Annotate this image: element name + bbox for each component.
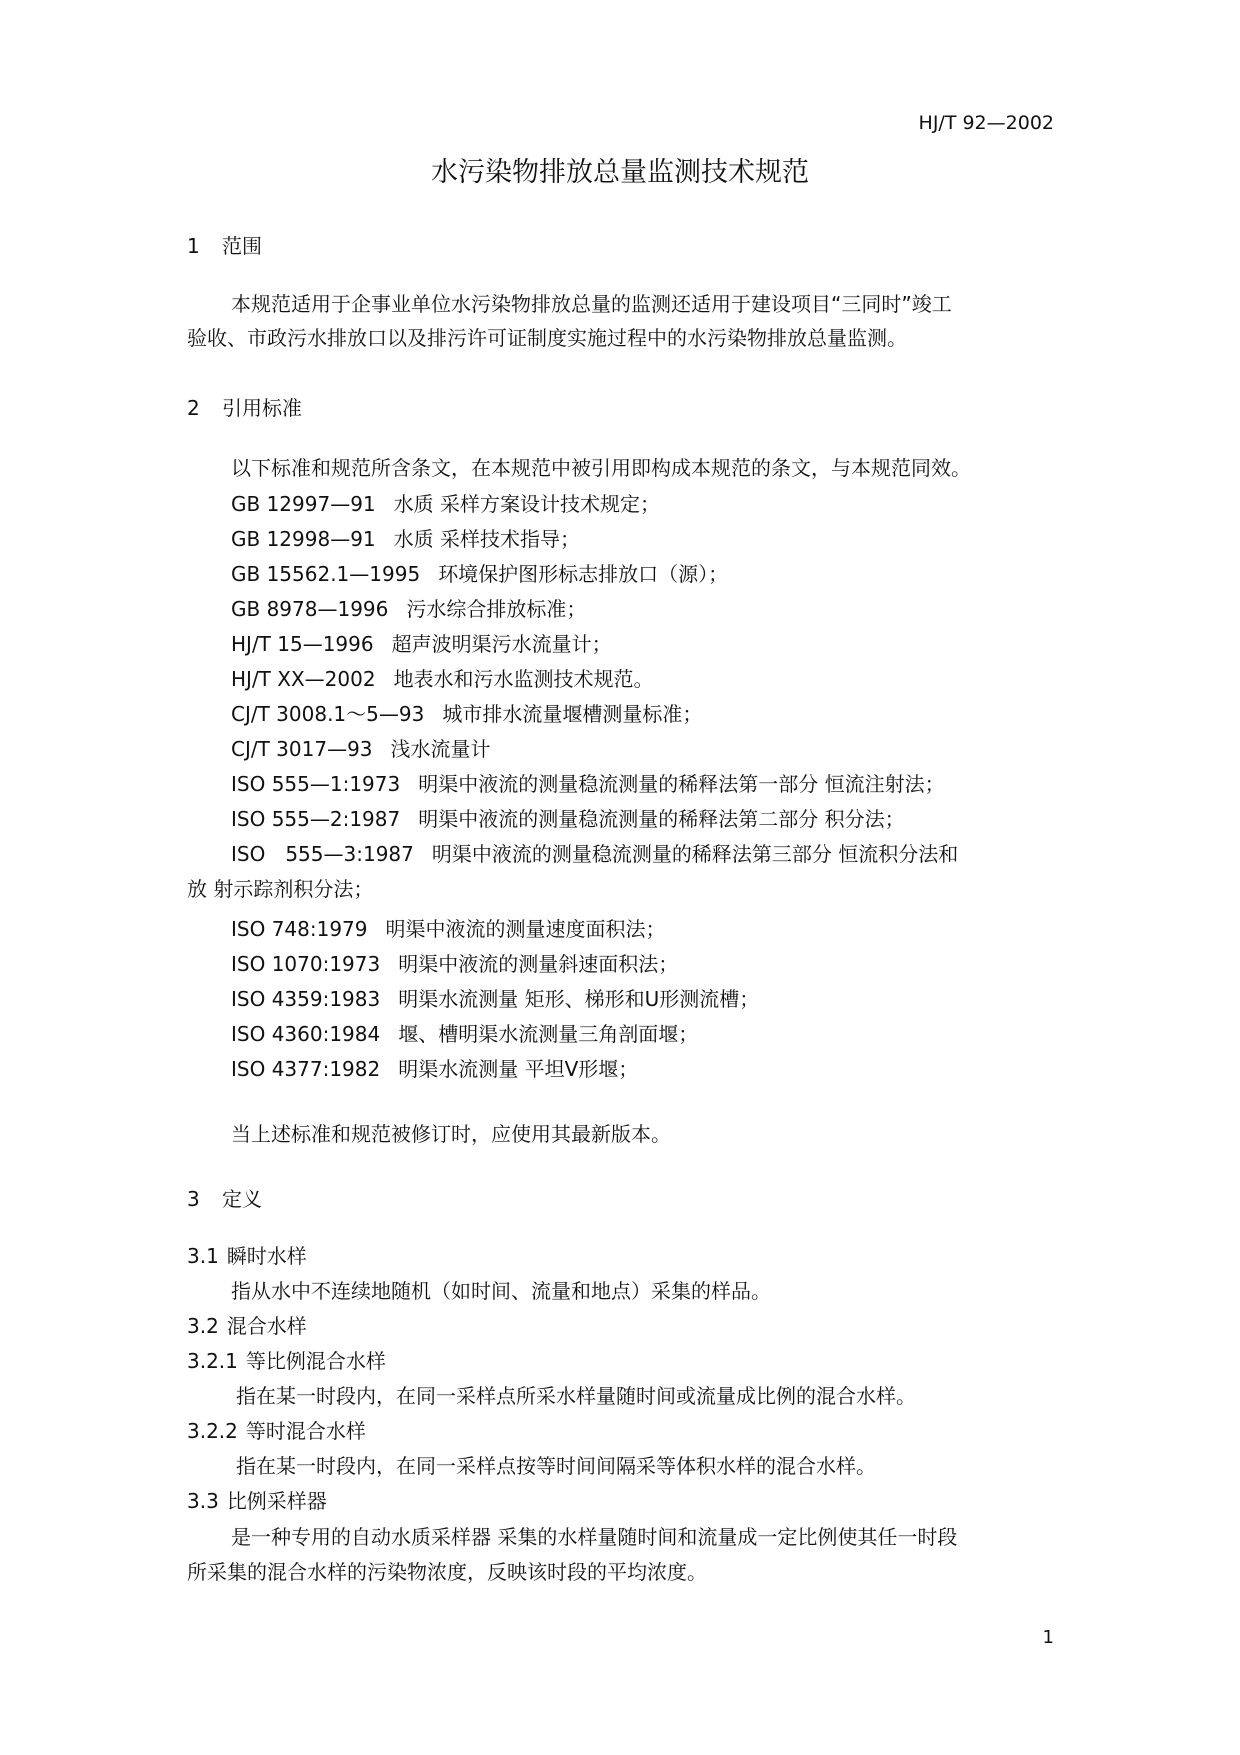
- reference-item: [231, 628, 612, 657]
- definition-text: 指从水中不连续地随机（如时间、流量和地点）采集的样品。: [231, 1279, 771, 1303]
- page-number: 1: [1042, 1627, 1054, 1648]
- reference-title: 水质 采样方案设计技术规定；: [393, 492, 661, 516]
- reference-continuation: 放 射示踪剂积分法；: [187, 877, 374, 901]
- definition-text: 指在某一时段内，在同一采样点所采水样量随时间或流量成比例的混合水样。: [236, 1384, 916, 1408]
- definition-heading: [187, 1240, 307, 1269]
- definition-heading: [187, 1415, 366, 1444]
- reference-code: GB 12997—91: [231, 492, 376, 516]
- reference-code: ISO 4359:1983: [231, 987, 381, 1011]
- reference-item: [231, 803, 905, 832]
- section-heading-definitions: [187, 1183, 262, 1212]
- references-closing: 当上述标准和规范被修订时，应使用其最新版本。: [231, 1122, 671, 1146]
- definition-number: 3.2.1: [187, 1349, 238, 1373]
- definition-heading: [187, 1485, 327, 1514]
- reference-code: ISO 555—1:1973: [231, 772, 401, 796]
- reference-item: [231, 523, 580, 552]
- section-number: 1: [187, 234, 200, 258]
- definition-heading: [187, 1345, 386, 1374]
- definition-number: 3.3: [187, 1489, 219, 1513]
- reference-title: 明渠中液流的测量稳流测量的稀释法第二部分 积分法；: [418, 807, 905, 831]
- definition-title: 混合水样: [226, 1314, 307, 1338]
- reference-item: [231, 948, 678, 977]
- definition-title: 比例采样器: [226, 1489, 327, 1513]
- definition-number: 3.1: [187, 1244, 219, 1268]
- section-number: 3: [187, 1187, 200, 1211]
- reference-item: [231, 768, 945, 797]
- reference-item: [231, 913, 666, 942]
- reference-code: HJ/T XX—2002: [231, 667, 376, 691]
- reference-code: GB 8978—1996: [231, 597, 389, 621]
- definition-text: 指在某一时段内，在同一采样点按等时间间隔采等体积水样的混合水样。: [236, 1454, 876, 1478]
- reference-title: 环境保护图形标志排放口（源）；: [438, 562, 729, 586]
- reference-title: 堰、槽明渠水流测量三角剖面堰；: [398, 1022, 699, 1046]
- reference-code: ISO 555—2:1987: [231, 807, 401, 831]
- section-heading-references: [187, 392, 302, 421]
- section-title: 范围: [222, 234, 262, 258]
- scope-line-1: 本规范适用于企事业单位水污染物排放总量的监测还适用于建设项目“三同时”竣工: [231, 292, 952, 316]
- section-title: 定义: [222, 1187, 262, 1211]
- reference-title: 地表水和污水监测技术规范。: [393, 667, 654, 691]
- definition-title: 瞬时水样: [226, 1244, 307, 1268]
- reference-code: CJ/T 3017—93: [231, 737, 373, 761]
- reference-code: ISO 555—3:1987: [231, 842, 414, 866]
- reference-item: [231, 838, 958, 867]
- reference-title: 超声波明渠污水流量计；: [391, 632, 612, 656]
- reference-title: 明渠水流测量 矩形、梯形和U形测流槽；: [398, 987, 760, 1011]
- reference-item: [231, 983, 759, 1012]
- reference-item: [231, 663, 654, 692]
- reference-code: ISO 748:1979: [231, 917, 368, 941]
- reference-item: [231, 558, 728, 587]
- definition-heading: [187, 1310, 307, 1339]
- reference-title: 明渠中液流的测量稳流测量的稀释法第一部分 恒流注射法；: [418, 772, 945, 796]
- definition-number: 3.2: [187, 1314, 219, 1338]
- reference-code: ISO 4377:1982: [231, 1057, 381, 1081]
- definition-text: 是一种专用的自动水质采样器 采集的水样量随时间和流量成一定比例使其任一时段: [231, 1525, 958, 1549]
- definition-number: 3.2.2: [187, 1419, 238, 1443]
- reference-title: 明渠水流测量 平坦V形堰；: [398, 1057, 639, 1081]
- standard-code: HJ/T 92—2002: [918, 112, 1054, 134]
- reference-title: 明渠中液流的测量斜速面积法；: [398, 952, 679, 976]
- definition-text: 所采集的混合水样的污染物浓度，反映该时段的平均浓度。: [187, 1560, 707, 1584]
- reference-item: [231, 1053, 638, 1082]
- reference-item: [231, 1018, 698, 1047]
- references-intro: 以下标准和规范所含条文，在本规范中被引用即构成本规范的条文，与本规范同效。: [231, 456, 971, 480]
- reference-title: 污水综合排放标准；: [406, 597, 587, 621]
- reference-code: CJ/T 3008.1～5—93: [231, 702, 425, 726]
- reference-title: 明渠中液流的测量速度面积法；: [385, 917, 666, 941]
- reference-item: [231, 698, 702, 727]
- reference-code: GB 12998—91: [231, 527, 376, 551]
- reference-code: ISO 4360:1984: [231, 1022, 381, 1046]
- reference-title: 水质 采样技术指导；: [393, 527, 581, 551]
- definition-title: 等比例混合水样: [245, 1349, 386, 1373]
- reference-item: [231, 733, 491, 762]
- reference-code: ISO 1070:1973: [231, 952, 381, 976]
- reference-code: HJ/T 15—1996: [231, 632, 374, 656]
- document-title: 水污染物排放总量监测技术规范: [431, 157, 809, 188]
- section-number: 2: [187, 396, 200, 420]
- section-heading-scope: [187, 230, 262, 259]
- reference-title: 城市排水流量堰槽测量标准；: [442, 702, 703, 726]
- reference-title: 明渠中液流的测量稳流测量的稀释法第三部分 恒流积分法和: [431, 842, 959, 866]
- reference-code: GB 15562.1—1995: [231, 562, 421, 586]
- definition-title: 等时混合水样: [245, 1419, 366, 1443]
- scope-line-2: 验收、市政污水排放口以及排污许可证制度实施过程中的水污染物排放总量监测。: [187, 326, 907, 350]
- reference-item: [231, 593, 586, 622]
- reference-title: 浅水流量计: [390, 737, 491, 761]
- reference-item: [231, 488, 660, 517]
- section-title: 引用标准: [222, 396, 302, 420]
